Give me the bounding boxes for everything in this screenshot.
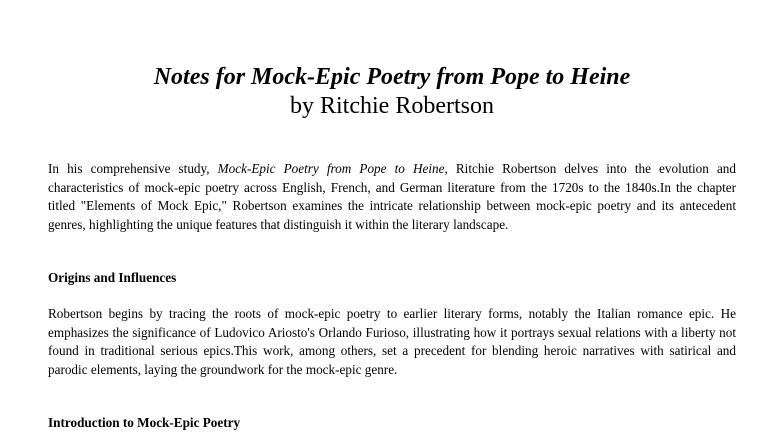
- document-title: Notes for Mock-Epic Poetry from Pope to Heine: [153, 64, 631, 90]
- intro-book-title: Mock-Epic Poetry from Pope to Heine: [217, 161, 445, 176]
- section-heading-introduction: Introduction to Mock-Epic Poetry: [48, 415, 241, 430]
- intro-text-rest: , Ritchie Robertson delves into the evolution and characteristics of mock-epic poetry across English, French, and German literature from the 1720s to the 1840s.In the chapter titled "Elements of Mock Epic," Robertson examines the intricate relationship between mock-epic poetry and its antecedent genres, highlighting the unique features that distinguish it within the literary landscape.: [48, 161, 736, 232]
- document-byline: by Ritchie Robertson: [290, 93, 494, 119]
- section-heading-origins: Origins and Influences: [48, 270, 177, 285]
- origins-paragraph: Robertson begins by tracing the roots of mock-epic poetry to earlier literary forms, notably the Italian romance epic. He emphasizes the significance of Ludovico Ariosto's Orlando Furioso, illustrating how it portrays sexual relations with a liberty not found in traditional serious epics.This work, among others, set a precedent for blending heroic narratives with satirical and parodic elements, laying the groundwork for the mock-epic genre.: [48, 306, 736, 377]
- intro-paragraph: [48, 160, 736, 234]
- intro-text-start: In his comprehensive study,: [48, 161, 218, 176]
- title-block: [0, 63, 784, 121]
